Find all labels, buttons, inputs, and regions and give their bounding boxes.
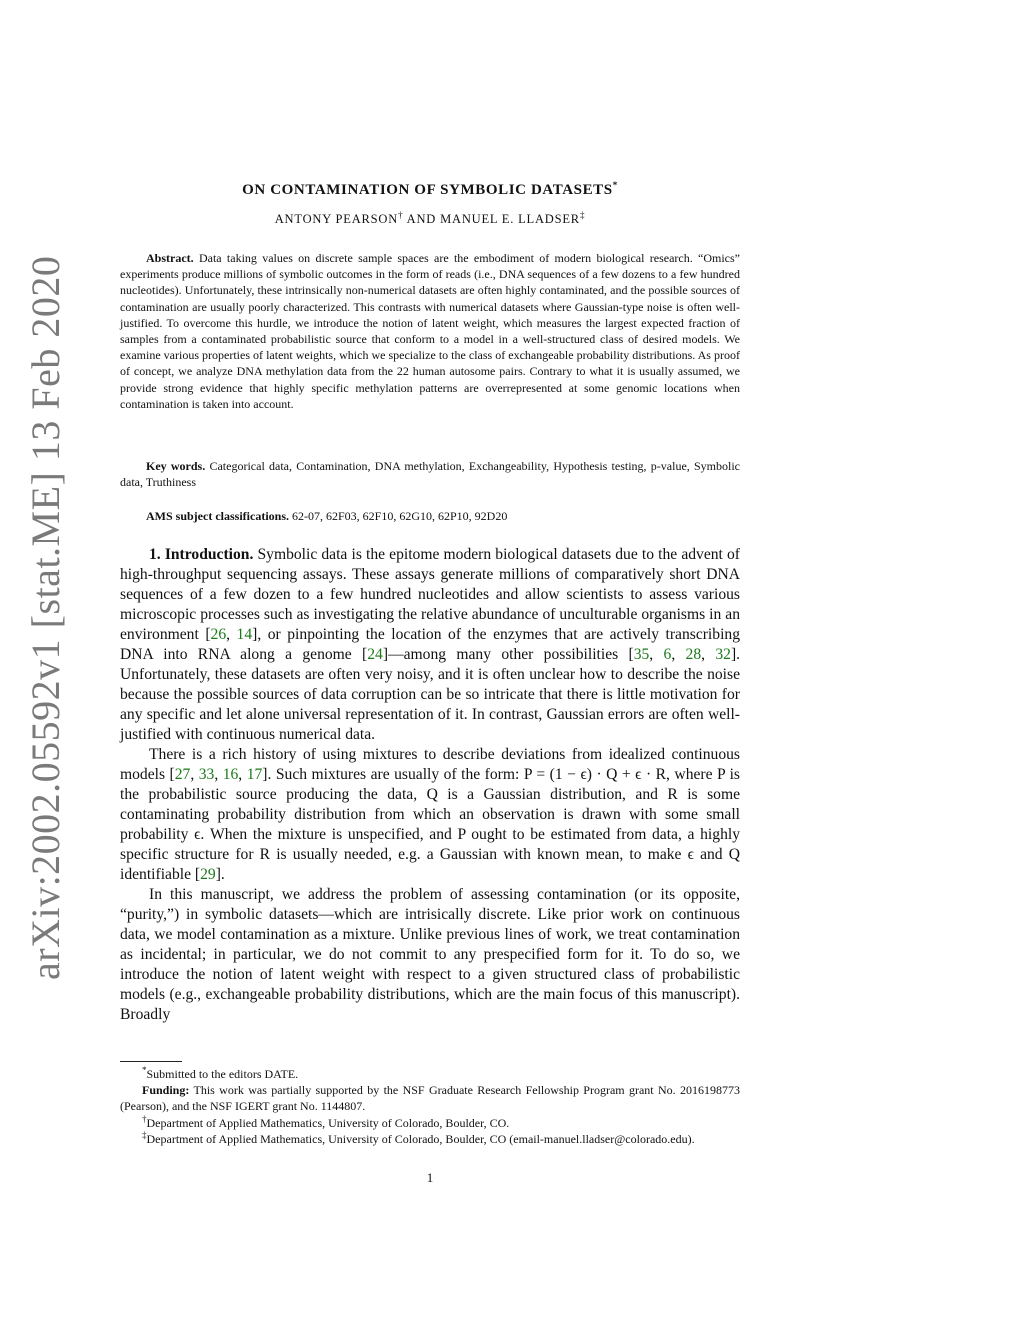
citation-link[interactable]: 17 bbox=[246, 766, 263, 783]
introduction-section bbox=[120, 545, 740, 1025]
citation-link[interactable]: 33 bbox=[198, 766, 215, 783]
author-pearson: ANTONY PEARSON bbox=[274, 212, 399, 226]
footnote-pearson-affiliation bbox=[120, 1115, 740, 1131]
page-number: 1 bbox=[426, 1170, 434, 1185]
footnote-text: Department of Applied Mathematics, University of Colorado, Boulder, CO (email-manuel.lladser@colorado.edu). bbox=[146, 1131, 695, 1146]
citation-separator: , bbox=[671, 646, 686, 663]
citation-link[interactable]: 35 bbox=[633, 646, 650, 663]
author-line bbox=[120, 209, 740, 227]
intro-paragraph-3: In this manuscript, we address the problem of assessing contamination (or its opposite, “purity,”) in symbolic datasets—which are intrisically discrete. Like prior work on continuous data, we model contamination as a mixture. Unlike previous lines of work, we treat contamination as incidental; in particular, we do not commit to any prespecified form for it. To do so, we introduce the notion of latent weight with respect to a given structured class of probabilistic models (e.g., exchangeable probability distributions, which are the main focus of this manuscript). Broadly bbox=[120, 886, 740, 1023]
funding-label: Funding: bbox=[142, 1083, 190, 1098]
footnote-text: Submitted to the editors DATE. bbox=[146, 1067, 299, 1081]
footnote-mark: * bbox=[142, 1065, 147, 1075]
citation-separator: , bbox=[701, 646, 716, 663]
footnote-lladser-affiliation bbox=[120, 1131, 740, 1147]
author-lladser-mark: ‡ bbox=[579, 209, 586, 220]
ams-label: AMS subject classifications. bbox=[146, 509, 289, 523]
citation-separator: , bbox=[190, 766, 199, 783]
ams-text: 62-07, 62F03, 62F10, 62G10, 62P10, 92D20 bbox=[292, 509, 508, 523]
keywords bbox=[120, 458, 740, 490]
citation-separator: , bbox=[238, 766, 247, 783]
paragraph-text: ], or pinpointing the location of the enzymes that are actively transcribing DNA into RNA along a genome [ bbox=[120, 626, 740, 663]
citation-link[interactable]: 24 bbox=[367, 646, 383, 663]
paragraph-text: ]. Such mixtures are usually of the form: P = (1 − ϵ) · Q + ϵ · R, where P is the probabilistic source producing the data, Q is a Gaussian distribution, and R is some contaminating probability distribution from which an observation is drawn with some small probability ϵ. When the mixture is unspecified, and P ought to be estimated from data, a highly specific structure for R is usually needed, e.g. a Gaussian with known mean, to make ϵ and Q identifiable [ bbox=[120, 766, 740, 883]
footnote-mark: ‡ bbox=[142, 1129, 147, 1140]
abstract-text: Data taking values on discrete sample spaces are the embodiment of modern biological research. “Omics” experiments produce millions of symbolic outcomes in the form of reads (i.e., DNA sequences of a few dozens to a few hundred nucleotides). Unfortunately, these intrinsically non-numerical datasets are often highly contaminated, and the possible sources of contamination are usually poorly characterized. This contrasts with numerical datasets where Gaussian-type noise is often well-justified. To overcome this hurdle, we introduce the notion of latent weight, which measures the largest expected fraction of samples from a contaminated probabilistic source that conform to a model in a well-structured class of desired models. We examine various properties of latent weights, which we specialize to the class of exchangeable probability distributions. As proof of concept, we analyze DNA methylation data from the 22 human autosome pairs. Contrary to what it is usually assumed, we provide strong evidence that highly specific methylation patterns are overrepresented at some genomic locations when contamination is taken into account. bbox=[120, 251, 741, 411]
citation-separator: , bbox=[226, 626, 237, 643]
footnote-text: Department of Applied Mathematics, University of Colorado, Boulder, CO. bbox=[146, 1115, 510, 1130]
footnote-divider bbox=[120, 1061, 182, 1062]
citation-link[interactable]: 26 bbox=[210, 626, 227, 643]
title-footnote-mark: * bbox=[612, 180, 618, 190]
footnotes bbox=[120, 1066, 740, 1147]
title-text: ON CONTAMINATION OF SYMBOLIC DATASETS bbox=[242, 182, 613, 198]
author-conjunction: AND bbox=[406, 212, 437, 226]
paragraph-text: Symbolic data is the epitome modern biological datasets due to the advent of high-throughput sequencing assays. These assays generate millions of comparatively short DNA sequences of a few dozen to a few hundred nucleotides and allow scientists to assess various microscopic processes such as investigating the relative abundance of unculturable organisms in an environment [ bbox=[120, 546, 740, 643]
author-pearson-mark: † bbox=[398, 209, 404, 220]
paragraph-text: ]. bbox=[215, 866, 225, 883]
footnote-submission bbox=[120, 1066, 740, 1082]
citation-link[interactable]: 29 bbox=[200, 866, 216, 883]
citation-link[interactable]: 32 bbox=[715, 646, 731, 663]
footnote-mark: † bbox=[142, 1113, 147, 1124]
citation-link[interactable]: 27 bbox=[174, 766, 191, 783]
keywords-text: Categorical data, Contamination, DNA methylation, Exchangeability, Hypothesis testing, p-value, Symbolic data, Truthiness bbox=[120, 459, 741, 490]
intro-paragraph-2 bbox=[120, 745, 740, 885]
footnote-funding bbox=[120, 1082, 740, 1114]
ams-classifications bbox=[120, 508, 740, 524]
paragraph-text: ]. Unfortunately, these datasets are often very noisy, and it is often unclear how to describe the noise because the possible sources of data corruption can be so intricate that there is little motivation for any specific and let alone universal representation of it. In contrast, Gaussian errors are often well-justified with continuous numerical data. bbox=[120, 646, 741, 743]
citation-separator: , bbox=[649, 646, 664, 663]
paragraph-text: There is a rich history of using mixtures to describe deviations from idealized continuous models [ bbox=[120, 746, 740, 783]
arxiv-identifier: arXiv:2002.05592v1 [stat.ME] 13 Feb 2020 bbox=[23, 255, 68, 980]
abstract-label: Abstract. bbox=[146, 251, 194, 265]
citation-separator: , bbox=[214, 766, 223, 783]
abstract bbox=[120, 250, 740, 412]
footnote-text: This work was partially supported by the NSF Graduate Research Fellowship Program grant No. 2016198773 (Pearson), and the NSF IGERT grant No. 1144807. bbox=[120, 1083, 740, 1114]
citation-link[interactable]: 16 bbox=[222, 766, 239, 783]
intro-paragraph-1 bbox=[120, 545, 740, 745]
author-lladser: MANUEL E. LLADSER bbox=[440, 212, 580, 226]
citation-link[interactable]: 6 bbox=[663, 646, 672, 663]
paragraph-text: ]—among many other possibilities [ bbox=[382, 646, 634, 663]
citation-link[interactable]: 14 bbox=[236, 626, 253, 643]
keywords-label: Key words. bbox=[146, 459, 206, 473]
paper-title bbox=[120, 182, 740, 199]
citation-link[interactable]: 28 bbox=[685, 646, 702, 663]
section-heading: 1. Introduction. bbox=[149, 546, 254, 563]
